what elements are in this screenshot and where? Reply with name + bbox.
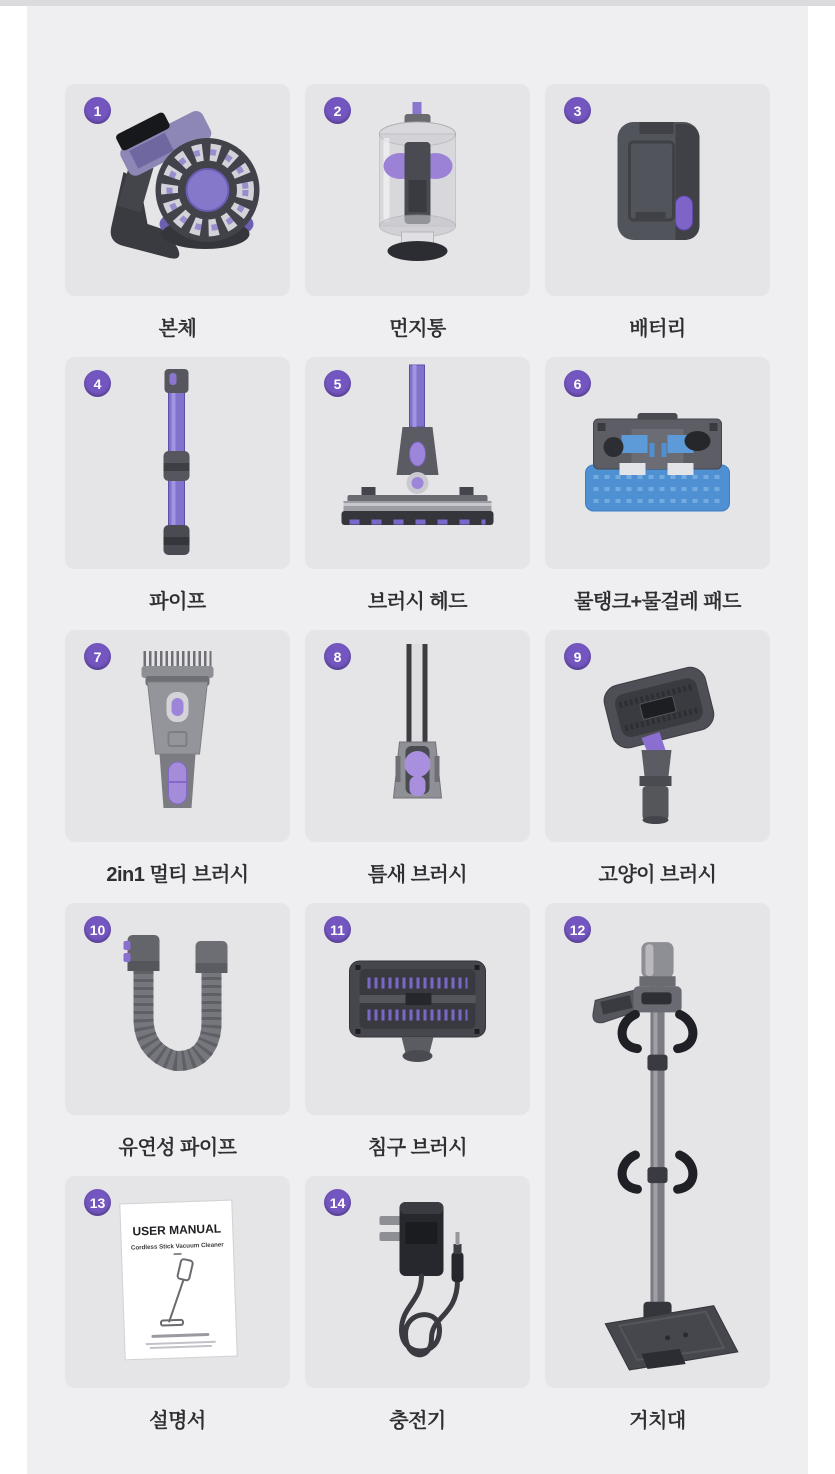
number-badge: 4 — [84, 370, 111, 397]
item-card-stand — [545, 903, 770, 1388]
stand-image — [545, 903, 770, 1388]
item-label: 설명서 — [149, 1410, 206, 1432]
item-label: 틈새 브러시 — [367, 864, 468, 886]
number-badge: 8 — [324, 643, 351, 670]
item-card-cat-brush — [545, 630, 770, 842]
number-badge: 13 — [84, 1189, 111, 1216]
item-label: 물탱크+물걸레 패드 — [574, 591, 741, 613]
list-item-charger — [305, 1176, 530, 1449]
item-label: 고양이 브러시 — [598, 864, 717, 886]
number-badge: 9 — [564, 643, 591, 670]
components-section — [27, 6, 808, 1474]
item-label: 본체 — [158, 318, 197, 340]
item-label: 2in1 멀티 브러시 — [106, 864, 249, 886]
list-item-water-tank-mop-pad — [545, 357, 770, 630]
list-item-main-body — [65, 84, 290, 357]
list-item-brush-head — [305, 357, 530, 630]
number-badge: 11 — [324, 916, 351, 943]
components-grid — [65, 84, 770, 1449]
item-card-dust-bin — [305, 84, 530, 296]
list-item-cat-brush — [545, 630, 770, 903]
item-label: 침구 브러시 — [367, 1137, 468, 1159]
item-card-crevice-brush — [305, 630, 530, 842]
item-card-manual — [65, 1176, 290, 1388]
item-label: 유연성 파이프 — [118, 1137, 237, 1159]
item-card-flexible-pipe — [65, 903, 290, 1115]
item-label: 먼지통 — [389, 318, 446, 340]
list-item-stand — [545, 903, 770, 1449]
list-item-2in1-multi-brush — [65, 630, 290, 903]
number-badge: 1 — [84, 97, 111, 124]
list-item-dust-bin — [305, 84, 530, 357]
list-item-pipe — [65, 357, 290, 630]
number-badge: 6 — [564, 370, 591, 397]
item-label: 거치대 — [629, 1410, 686, 1432]
item-card-pipe — [65, 357, 290, 569]
item-card-battery — [545, 84, 770, 296]
item-card-water-tank-mop-pad — [545, 357, 770, 569]
number-badge: 10 — [84, 916, 111, 943]
list-item-battery — [545, 84, 770, 357]
list-item-manual — [65, 1176, 290, 1449]
number-badge: 3 — [564, 97, 591, 124]
number-badge: 14 — [324, 1189, 351, 1216]
list-item-flexible-pipe — [65, 903, 290, 1176]
number-badge: 12 — [564, 916, 591, 943]
list-item-crevice-brush — [305, 630, 530, 903]
item-card-2in1-multi-brush — [65, 630, 290, 842]
item-card-brush-head — [305, 357, 530, 569]
list-item-bedding-brush — [305, 903, 530, 1176]
manual-subtitle: Cordless Stick Vacuum Cleaner — [130, 1241, 224, 1252]
number-badge: 5 — [324, 370, 351, 397]
item-label: 충전기 — [389, 1410, 446, 1432]
item-card-main-body — [65, 84, 290, 296]
item-label: 파이프 — [149, 591, 206, 613]
item-card-charger — [305, 1176, 530, 1388]
number-badge: 7 — [84, 643, 111, 670]
manual-title: USER MANUAL — [132, 1221, 222, 1239]
item-label: 브러시 헤드 — [367, 591, 468, 613]
item-card-bedding-brush — [305, 903, 530, 1115]
item-label: 배터리 — [629, 318, 686, 340]
number-badge: 2 — [324, 97, 351, 124]
